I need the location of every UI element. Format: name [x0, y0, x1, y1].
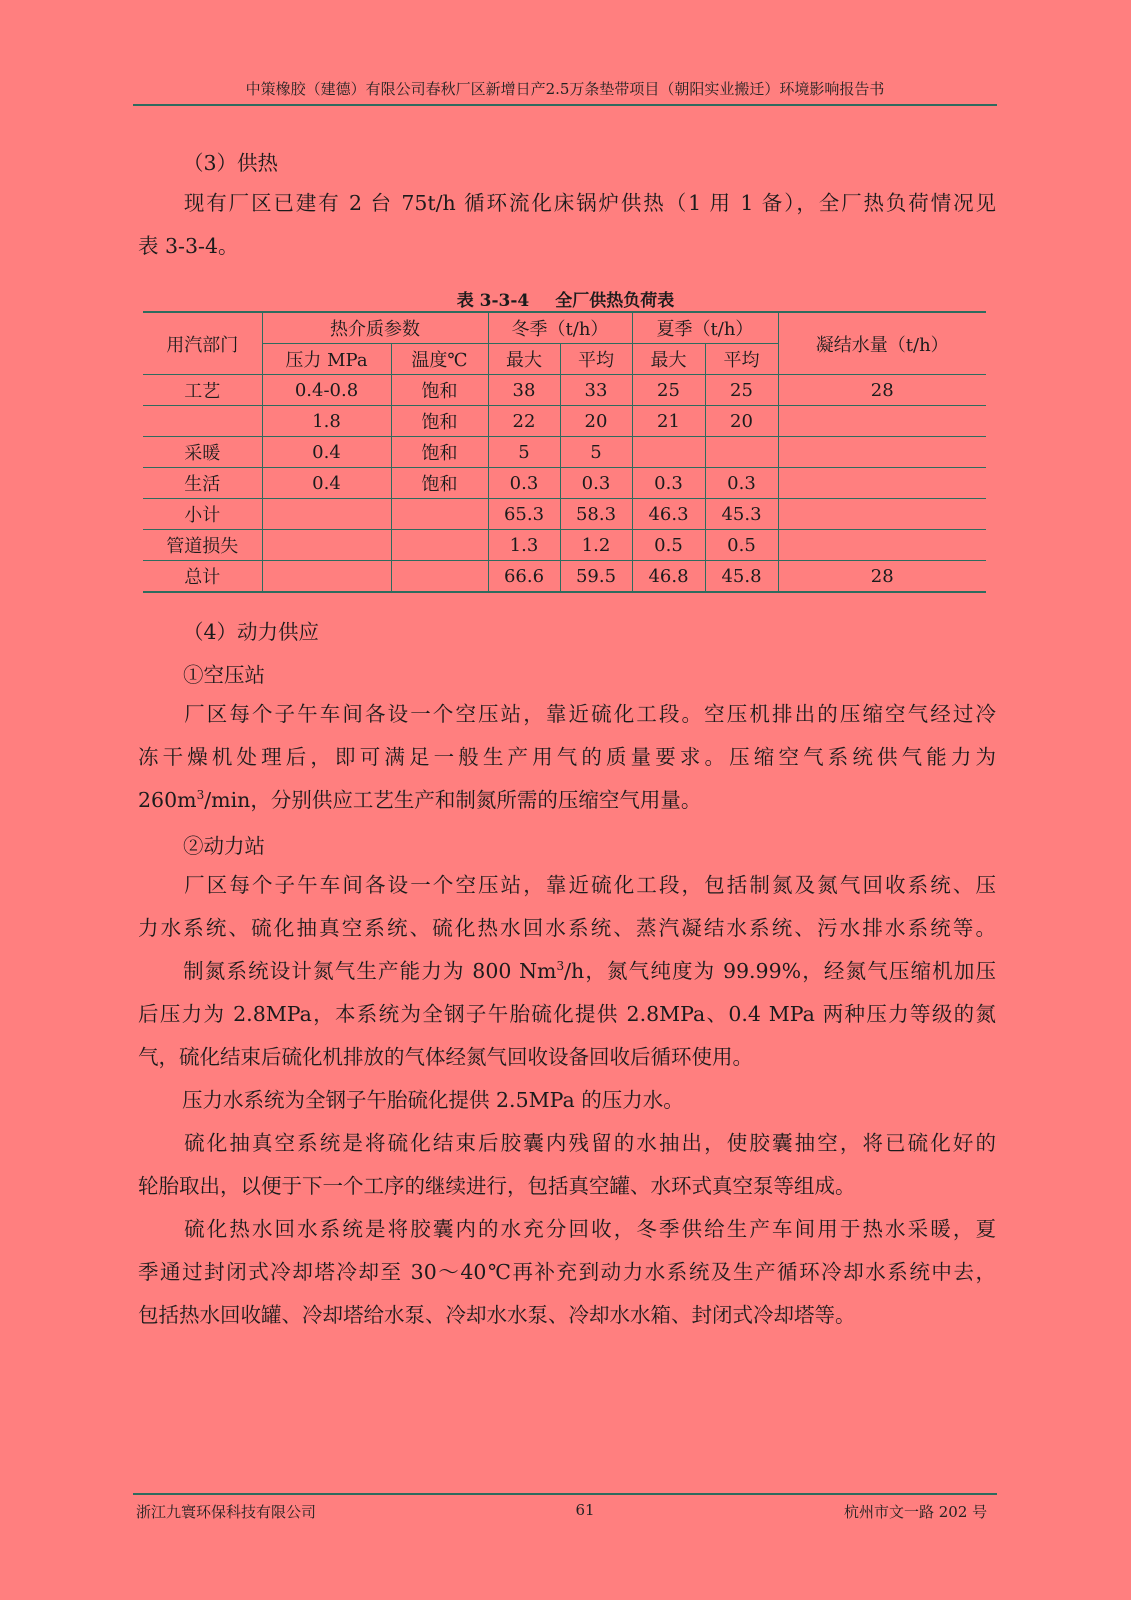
table-cell: 1.3 [488, 530, 560, 561]
table-cell: 0.3 [560, 468, 632, 499]
table-cell: 0.3 [705, 468, 778, 499]
table-cell: 饱和 [391, 468, 488, 499]
header-summer-avg: 平均 [705, 344, 778, 375]
table-cell: 总计 [143, 561, 262, 593]
header-dept: 用汽部门 [143, 312, 262, 375]
table-cell: 22 [488, 406, 560, 437]
paragraph-line: 硫化抽真空系统是将硫化结束后胶囊内残留的水抽出，使胶囊抽空，将已硫化好的 [182, 1131, 996, 1155]
table-cell [778, 499, 986, 530]
paragraph-line: 现有厂区已建有 2 台 75t/h 循环流化床锅炉供热（1 用 1 备），全厂热负荷情况见 [182, 191, 996, 215]
table-row [143, 530, 986, 561]
table-cell: 小计 [143, 499, 262, 530]
paragraph-line: $260m^3/\min$，分别供应工艺生产和制氮所需的压缩空气用量。 [138, 788, 702, 812]
section-heading-heating: （3）供热 [183, 151, 279, 175]
table-cell: 20 [560, 406, 632, 437]
table-cell: 21 [632, 406, 705, 437]
section-heading-power: （4）动力供应 [183, 620, 320, 644]
header-winter-max: 最大 [488, 344, 560, 375]
table-cell: 59.5 [560, 561, 632, 593]
table-cell [262, 561, 391, 593]
table-cell: 5 [488, 437, 560, 468]
table-cell: 33 [560, 375, 632, 406]
table-cell: 66.6 [488, 561, 560, 593]
table-row [143, 468, 986, 499]
table-cell: 工艺 [143, 375, 262, 406]
header-condensate: 凝结水量（t/h） [778, 312, 986, 375]
table-cell: 65.3 [488, 499, 560, 530]
table-cell: 28 [778, 561, 986, 593]
table-cell [778, 468, 986, 499]
table-cell: 45.8 [705, 561, 778, 593]
table-cell: 46.8 [632, 561, 705, 593]
table-cell [391, 499, 488, 530]
table-cell: 38 [488, 375, 560, 406]
table-cell: 1.2 [560, 530, 632, 561]
table-row [143, 375, 986, 406]
paragraph-line: 表 3-3-4。 [138, 234, 239, 258]
header-pressure: 压力 MPa [262, 344, 391, 375]
table-row [143, 437, 986, 468]
table-cell [778, 530, 986, 561]
paragraph-line: 力水系统、硫化抽真空系统、硫化热水回水系统、蒸汽凝结水系统、污水排水系统等。 [138, 916, 996, 940]
table-cell [262, 530, 391, 561]
table-cell [262, 499, 391, 530]
table-cell: 0.4-0.8 [262, 375, 391, 406]
table-row [143, 561, 986, 593]
table-cell: 饱和 [391, 406, 488, 437]
table-cell: 28 [778, 375, 986, 406]
table-cell: 0.4 [262, 468, 391, 499]
footer-rule [133, 1493, 997, 1495]
table-header-row [143, 312, 986, 344]
paragraph-line: 制氮系统设计氮气生产能力为 800 Nm$^3$/h，氮气纯度为 99.99%，经氮气压缩机加压 [182, 959, 996, 983]
table-cell: 45.3 [705, 499, 778, 530]
paragraph-line: 硫化热水回水系统是将胶囊内的水充分回收，冬季供给生产车间用于热水采暖，夏 [182, 1217, 996, 1241]
table-cell: 1.8 [262, 406, 391, 437]
table-cell: 58.3 [560, 499, 632, 530]
table-caption-number: 表 3-3-4 [456, 291, 530, 311]
footer-address: 杭州市文一路 202 号 [844, 1503, 988, 1521]
table-caption [0, 286, 1131, 311]
table-cell: 0.3 [488, 468, 560, 499]
paragraph-line: 厂区每个子午车间各设一个空压站，靠近硫化工段，包括制氮及氮气回收系统、压 [182, 873, 996, 897]
table-cell [391, 530, 488, 561]
table-cell: 饱和 [391, 437, 488, 468]
table-cell: 20 [705, 406, 778, 437]
subsection-heading-power-station: ②动力站 [183, 834, 265, 858]
table-cell [778, 406, 986, 437]
header-summer: 夏季（t/h） [632, 312, 778, 344]
table-row [143, 406, 986, 437]
table-cell: 25 [705, 375, 778, 406]
table-cell [778, 437, 986, 468]
table-cell: 25 [632, 375, 705, 406]
table-cell: 管道损失 [143, 530, 262, 561]
table-cell [143, 406, 262, 437]
table-row [143, 499, 986, 530]
table-cell: 46.3 [632, 499, 705, 530]
paragraph-line: 冻干燥机处理后，即可满足一般生产用气的质量要求。压缩空气系统供气能力为 [138, 745, 996, 769]
paragraph-line: 后压力为 2.8MPa，本系统为全钢子午胎硫化提供 2.8MPa、0.4 MPa 两种压力等级的氮 [138, 1002, 996, 1026]
page-header: 中策橡胶（建德）有限公司春秋厂区新增日产2.5万条垫带项目（朝阳实业搬迁）环境影响报告书 [245, 80, 885, 98]
heat-load-table [143, 311, 986, 593]
table-cell: 0.3 [632, 468, 705, 499]
paragraph-line: 轮胎取出，以便于下一个工序的继续进行，包括真空罐、水环式真空泵等组成。 [138, 1174, 856, 1198]
header-temperature: 温度℃ [391, 344, 488, 375]
table-cell: 生活 [143, 468, 262, 499]
footer-company: 浙江九寰环保科技有限公司 [136, 1503, 317, 1521]
table-cell [391, 561, 488, 593]
paragraph-line: 包括热水回收罐、冷却塔给水泵、冷却水水泵、冷却水水箱、封闭式冷却塔等。 [138, 1303, 856, 1327]
paragraph-line: 季通过封闭式冷却塔冷却至 30～40℃再补充到动力水系统及生产循环冷却水系统中去， [138, 1260, 996, 1284]
header-winter-avg: 平均 [560, 344, 632, 375]
paragraph-line: 压力水系统为全钢子午胎硫化提供 2.5MPa 的压力水。 [182, 1088, 684, 1112]
header-summer-max: 最大 [632, 344, 705, 375]
header-medium: 热介质参数 [262, 312, 488, 344]
table-cell: 5 [560, 437, 632, 468]
table-cell [705, 437, 778, 468]
table-caption-title: 全厂供热负荷表 [555, 291, 675, 311]
subsection-heading-air-compressor: ①空压站 [183, 663, 265, 687]
table-cell: 饱和 [391, 375, 488, 406]
header-winter: 冬季（t/h） [488, 312, 632, 344]
paragraph-line: 厂区每个子午车间各设一个空压站，靠近硫化工段。空压机排出的压缩空气经过冷 [182, 702, 996, 726]
table-cell: 0.5 [632, 530, 705, 561]
table-cell: 0.5 [705, 530, 778, 561]
paragraph-line: 气，硫化结束后硫化机排放的气体经氮气回收设备回收后循环使用。 [138, 1045, 753, 1069]
page-number: 61 [575, 1501, 595, 1519]
table-cell: 0.4 [262, 437, 391, 468]
table-cell: 采暖 [143, 437, 262, 468]
header-rule [133, 104, 997, 106]
table-cell [632, 437, 705, 468]
